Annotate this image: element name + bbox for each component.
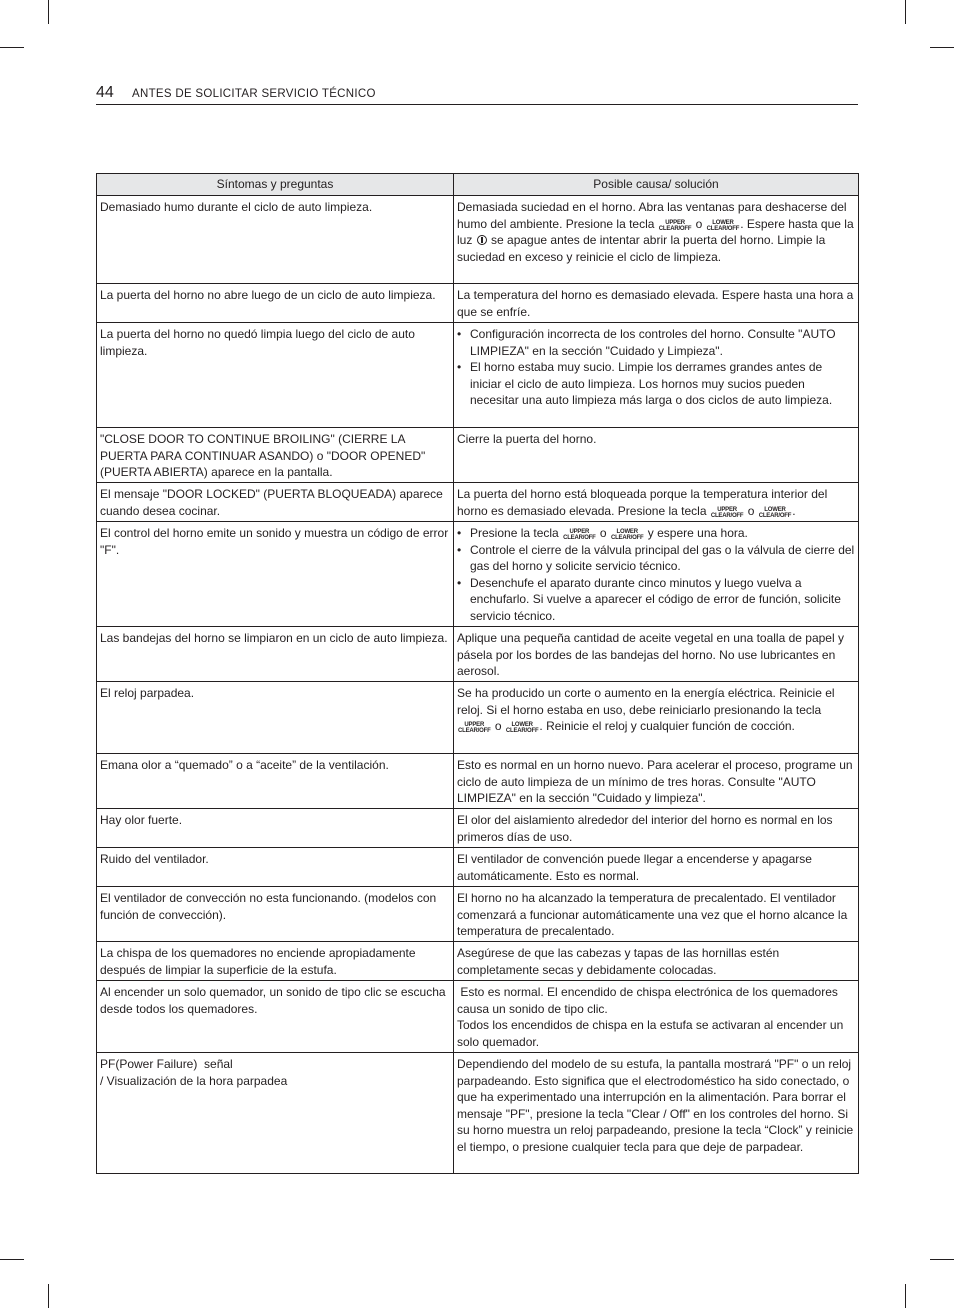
symptom-cell: Ruido del ventilador. bbox=[97, 848, 454, 887]
table-row bbox=[97, 848, 859, 887]
table-row bbox=[97, 887, 859, 942]
solution-cell: La temperatura del horno es demasiado elevada. Espere hasta una hora a que se enfríe. bbox=[454, 284, 859, 323]
solution-cell: La puerta del horno está bloqueada porque la temperatura interior del horno es demasiado elevada. Presione la tecla UPPER CLEAR/OFF o LOWER CLEAR/OFF . bbox=[454, 483, 859, 522]
solution-cell: El ventilador de convención puede llegar a encenderse y apagarse automáticamente. Esto es normal. bbox=[454, 848, 859, 887]
table-row bbox=[97, 981, 859, 1053]
lower-clear-off-key-icon: LOWER CLEAR/OFF bbox=[758, 506, 792, 519]
list-item: • Presione la tecla UPPER CLEAR/OFF o LOWER CLEAR/OFF y espere una hora. bbox=[457, 525, 855, 542]
troubleshooting-table bbox=[96, 173, 859, 1174]
list-item: • Configuración incorrecta de los controles del horno. Consulte "AUTO LIMPIEZA" en la sección "Cuidado y Limpieza". bbox=[457, 326, 855, 359]
table-row bbox=[97, 483, 859, 522]
table-row bbox=[97, 428, 859, 483]
lower-clear-off-key-icon: LOWER CLEAR/OFF bbox=[505, 722, 539, 735]
symptom-cell: Hay olor fuerte. bbox=[97, 809, 454, 848]
symptom-cell: El ventilador de convección no esta funcionando. (modelos con función de convección). bbox=[97, 887, 454, 942]
symptom-cell: El mensaje "DOOR LOCKED" (PUERTA BLOQUEADA) aparece cuando desea cocinar. bbox=[97, 483, 454, 522]
crop-mark bbox=[905, 1284, 906, 1308]
section-title: ANTES DE SOLICITAR SERVICIO TÉCNICO bbox=[132, 88, 376, 100]
upper-clear-off-key-icon: UPPER CLEAR/OFF bbox=[710, 506, 744, 519]
list-item: • Controle el cierre de la válvula principal del gas o la válvula de cierre del gas del horno y solicite servicio técnico. bbox=[457, 542, 855, 575]
lower-clear-off-key-icon: LOWER CLEAR/OFF bbox=[610, 529, 644, 541]
table-row bbox=[97, 809, 859, 848]
crop-mark bbox=[48, 0, 49, 24]
upper-clear-off-key-icon: UPPER CLEAR/OFF bbox=[458, 722, 491, 735]
symptom-cell: La puerta del horno no quedó limpia luego del ciclo de auto limpieza. bbox=[97, 323, 454, 428]
crop-mark bbox=[0, 47, 24, 48]
table-row bbox=[97, 754, 859, 809]
symptom-cell: El control del horno emite un sonido y muestra un código de error "F". bbox=[97, 522, 454, 627]
table-row bbox=[97, 196, 859, 284]
table-row bbox=[97, 682, 859, 754]
column-header-symptoms: Síntomas y preguntas bbox=[97, 174, 454, 196]
crop-mark bbox=[0, 1259, 24, 1260]
solution-cell: Dependiendo del modelo de su estufa, la pantalla mostrará "PF" o un reloj parpadeando. Esto significa que el electrodoméstico ha sido conectado, o que ha experimentado una interrupción en la alimentación. Para borrar el mensaje "PF", presione la tecla "Clear / Off" en los controles del horno. Si su horno muestra un reloj parpadeando, presione la tecla “Clock” y reinicie el tiempo, o presione cualquier tecla para que deje de parpadear. bbox=[454, 1053, 859, 1174]
table-row bbox=[97, 522, 859, 627]
table-row bbox=[97, 627, 859, 682]
solution-cell bbox=[454, 522, 859, 627]
solution-cell: El olor del aislamiento alrededor del interior del horno es normal en los primeros días de uso. bbox=[454, 809, 859, 848]
symptom-cell: El reloj parpadea. bbox=[97, 682, 454, 754]
solution-cell: Demasiada suciedad en el horno. Abra las ventanas para deshacerse del humo del ambiente. Presione la tecla UPPER CLEAR/OFF o LOWER CLEAR/OFF . Espere hasta que la luz se apague antes de intentar abrir la puerta del horno. Limpie la suciedad en exceso y reinicie el ciclo de limpieza. bbox=[454, 196, 859, 284]
table-row bbox=[97, 1053, 859, 1174]
crop-mark bbox=[930, 47, 954, 48]
page-number: 44 bbox=[96, 84, 114, 101]
crop-mark bbox=[905, 0, 906, 24]
table-row bbox=[97, 942, 859, 981]
solution-cell bbox=[454, 323, 859, 428]
crop-mark bbox=[48, 1284, 49, 1308]
symptom-cell: Demasiado humo durante el ciclo de auto limpieza. bbox=[97, 196, 454, 284]
list-item: • El horno estaba muy sucio. Limpie los derrames grandes antes de iniciar el ciclo de auto limpieza. Los hornos muy sucios pueden necesitar una auto limpieza más larga o dos ciclos de auto limpieza. bbox=[457, 359, 855, 409]
solution-cell: Esto es normal en un horno nuevo. Para acelerar el proceso, programe un ciclo de auto limpieza de un mínimo de tres horas. Consulte "AUTO LIMPIEZA" en la sección "Cuidado y limpieza". bbox=[454, 754, 859, 809]
solution-cell: Esto es normal. El encendido de chispa electrónica de los quemadores causa un sonido de tipo clic. Todos los encendidos de chispa en la estufa se activaran al encender un solo quemador. bbox=[454, 981, 859, 1053]
upper-clear-off-key-icon: UPPER CLEAR/OFF bbox=[658, 219, 692, 232]
lower-clear-off-key-icon: LOWER CLEAR/OFF bbox=[706, 219, 740, 232]
symptom-cell: La chispa de los quemadores no enciende apropiadamente después de limpiar la superficie de la estufa. bbox=[97, 942, 454, 981]
solution-cell: Se ha producido un corte o aumento en la energía eléctrica. Reinicie el reloj. Si el horno estaba en uso, debe reiniciarlo presionando la tecla UPPER CLEAR/OFF o LOWER CLEAR/OFF . Reinicie el reloj y cualquier función de cocción. bbox=[454, 682, 859, 754]
symptom-cell: Al encender un solo quemador, un sonido de tipo clic se escucha desde todos los quemadores. bbox=[97, 981, 454, 1053]
symptom-cell: "CLOSE DOOR TO CONTINUE BROILING" (CIERRE LA PUERTA PARA CONTINUAR ASANDO) o "DOOR OPENED" (PUERTA ABIERTA) aparece en la pantalla. bbox=[97, 428, 454, 483]
solution-cell: Cierre la puerta del horno. bbox=[454, 428, 859, 483]
symptom-cell: PF(Power Failure) señal / Visualización de la hora parpadea bbox=[97, 1053, 454, 1174]
solution-cell: Asegúrese de que las cabezas y tapas de las hornillas estén completamente secas y debidamente colocadas. bbox=[454, 942, 859, 981]
lock-light-icon bbox=[477, 235, 487, 245]
upper-clear-off-key-icon: UPPER CLEAR/OFF bbox=[563, 529, 596, 541]
solution-cell: Aplique una pequeña cantidad de aceite vegetal en una toalla de papel y pásela por los bordes de las bandejas del horno. No use lubricantes en aerosol. bbox=[454, 627, 859, 682]
page-header bbox=[96, 84, 858, 105]
table-row bbox=[97, 284, 859, 323]
solution-cell: El horno no ha alcanzado la temperatura de precalentado. El ventilador comenzará a funcionar automáticamente una vez que el horno alcance la temperatura de precalentado. bbox=[454, 887, 859, 942]
column-header-solution: Posible causa/ solución bbox=[454, 174, 859, 196]
list-item: • Desenchufe el aparato durante cinco minutos y luego vuelva a enchufarlo. Si vuelve a aparecer el código de error de función, solicite servicio técnico. bbox=[457, 575, 855, 625]
table-header-row bbox=[97, 174, 859, 196]
symptom-cell: Las bandejas del horno se limpiaron en un ciclo de auto limpieza. bbox=[97, 627, 454, 682]
table-row bbox=[97, 323, 859, 428]
crop-mark bbox=[930, 1259, 954, 1260]
symptom-cell: Emana olor a “quemado” o a “aceite” de la ventilación. bbox=[97, 754, 454, 809]
symptom-cell: La puerta del horno no abre luego de un ciclo de auto limpieza. bbox=[97, 284, 454, 323]
